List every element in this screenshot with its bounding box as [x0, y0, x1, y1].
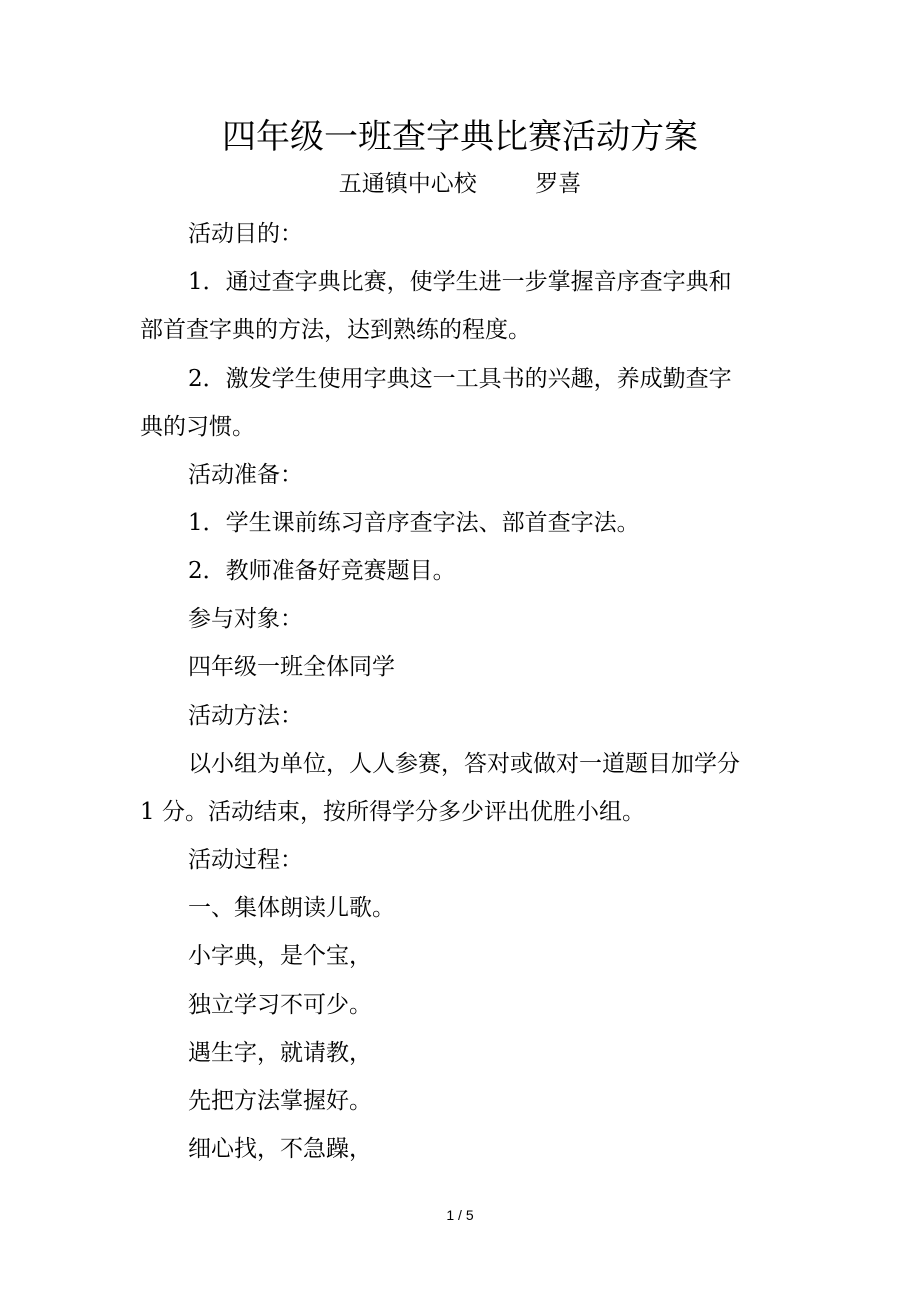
- section-heading-purpose: 活动目的：: [188, 221, 303, 247]
- paragraph-line: 1．学生课前练习音序查字法、部首查字法。: [188, 510, 640, 536]
- document-title: 四年级一班查字典比赛活动方案: [222, 117, 698, 157]
- paragraph-line: 一、集体朗读儿歌。: [188, 895, 395, 921]
- paragraph-line: 1 分。活动结束，按所得学分多少评出优胜小组。: [140, 799, 645, 825]
- paragraph-line: 部首查字典的方法，达到熟练的程度。: [140, 317, 531, 343]
- poem-line: 先把方法掌握好。: [188, 1088, 372, 1114]
- paragraph-line: 2．激发学生使用字典这一工具书的兴趣，养成勤查字: [188, 366, 732, 392]
- paragraph-line: 四年级一班全体同学: [188, 654, 395, 680]
- paragraph-line: 1．通过查字典比赛，使学生进一步掌握音序查字典和: [188, 269, 732, 295]
- section-heading-participants: 参与对象：: [188, 606, 303, 632]
- poem-line: 细心找，不急躁，: [188, 1136, 372, 1162]
- author-line: 五通镇中心校 罗喜: [338, 171, 582, 197]
- section-heading-process: 活动过程：: [188, 847, 303, 873]
- poem-line: 小字典，是个宝，: [188, 943, 372, 969]
- poem-line: 独立学习不可少。: [188, 992, 372, 1018]
- page-number: 1 / 5: [446, 1207, 474, 1223]
- section-heading-preparation: 活动准备：: [188, 462, 303, 488]
- paragraph-line: 典的习惯。: [140, 414, 255, 440]
- paragraph-line: 2．教师准备好竞赛题目。: [188, 558, 456, 584]
- paragraph-line: 以小组为单位，人人参赛，答对或做对一道题目加学分: [188, 751, 740, 777]
- section-heading-method: 活动方法：: [188, 703, 303, 729]
- poem-line: 遇生字，就请教，: [188, 1040, 372, 1066]
